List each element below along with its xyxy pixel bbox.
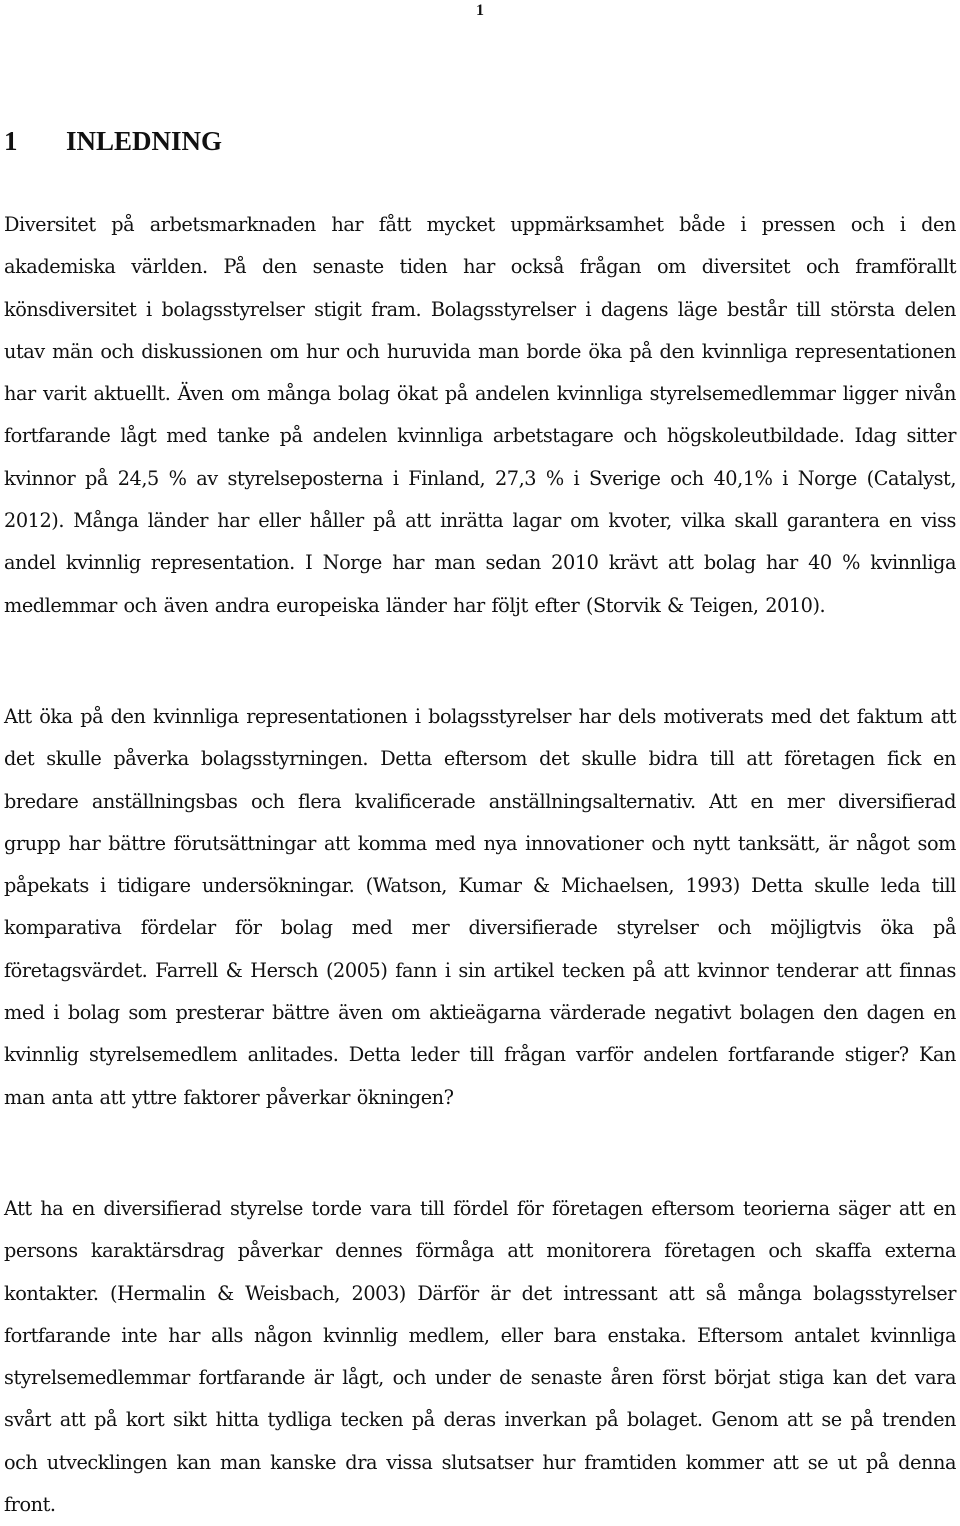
paragraph-2: Att öka på den kvinnliga representationen i bolagsstyrelser har dels motiverats med det faktum att det skulle påverka bolagsstyrningen. Detta eftersom det skulle bidra till att företagen fick en bredare anställningsbas och flera kvalificerade anställningsalternativ. Att en mer diversifierad grupp har bättre förutsättningar att komma med nya innovationer och nytt tanksätt, är något som påpekats i tidigare undersökningar. (Watson, Kumar & Michaelsen, 1993) Detta skulle leda till komparativa fördelar för bolag med mer diversifierade styrelser och möjligtvis öka på företagsvärdet. Farrell & Hersch (2005) fann i sin artikel tecken på att kvinnor tenderar att finnas med i bolag som presterar bättre även om aktieägarna värderade negativt bolagen den dagen en kvinnlig styrelsemedlem anlitades. Detta leder till frågan varför andelen fortfarande stiger? Kan man anta att yttre faktorer påverkar ökningen? bbox=[4, 705, 956, 1109]
section-heading bbox=[4, 124, 222, 158]
paragraph-3: Att ha en diversifierad styrelse torde vara till fördel för företagen eftersom teorierna säger att en persons karaktärsdrag påverkar dennes förmåga att monitorera företagen och skaffa externa kontakter. (Hermalin & Weisbach, 2003) Därför är det intressant att så många bolagsstyrelser fortfarande inte har alls någon kvinnlig medlem, eller bara enstaka. Eftersom antalet kvinnliga styrelsemedlemmar fortfarande är lågt, och under de senaste åren först börjat stiga kan det vara svårt att på kort sikt hitta tydliga tecken på deras inverkan på bolaget. Genom att se på trenden och utvecklingen kan man kanske dra vissa slutsatser hur framtiden kommer att se ut på denna front. bbox=[4, 1197, 956, 1517]
paragraph-1: Diversitet på arbetsmarknaden har fått mycket uppmärksamhet både i pressen och i den akademiska världen. På den senaste tiden har också frågan om diversitet och framförallt könsdiversitet i bolagsstyrelser stigit fram. Bolagsstyrelser i dagens läge består till största delen utav män och diskussionen om hur och huruvida man borde öka på den kvinnliga representationen har varit aktuellt. Även om många bolag ökat på andelen kvinnliga styrelsemedlemmar ligger nivån fortfarande lågt med tanke på andelen kvinnliga arbetstagare och högskoleutbildade. Idag sitter kvinnor på 24,5 % av styrelseposterna i Finland, 27,3 % i Sverige och 40,1% i Norge (Catalyst, 2012). Många länder har eller håller på att inrätta lagar om kvoter, vilka skall garantera en viss andel kvinnlig representation. I Norge har man sedan 2010 krävt att bolag har 40 % kvinnliga medlemmar och även andra europeiska länder har följt efter (Storvik & Teigen, 2010). bbox=[4, 213, 956, 617]
page-number: 1 bbox=[476, 2, 484, 19]
section-title: INLEDNING bbox=[66, 126, 223, 156]
section-number: 1 bbox=[4, 126, 18, 156]
